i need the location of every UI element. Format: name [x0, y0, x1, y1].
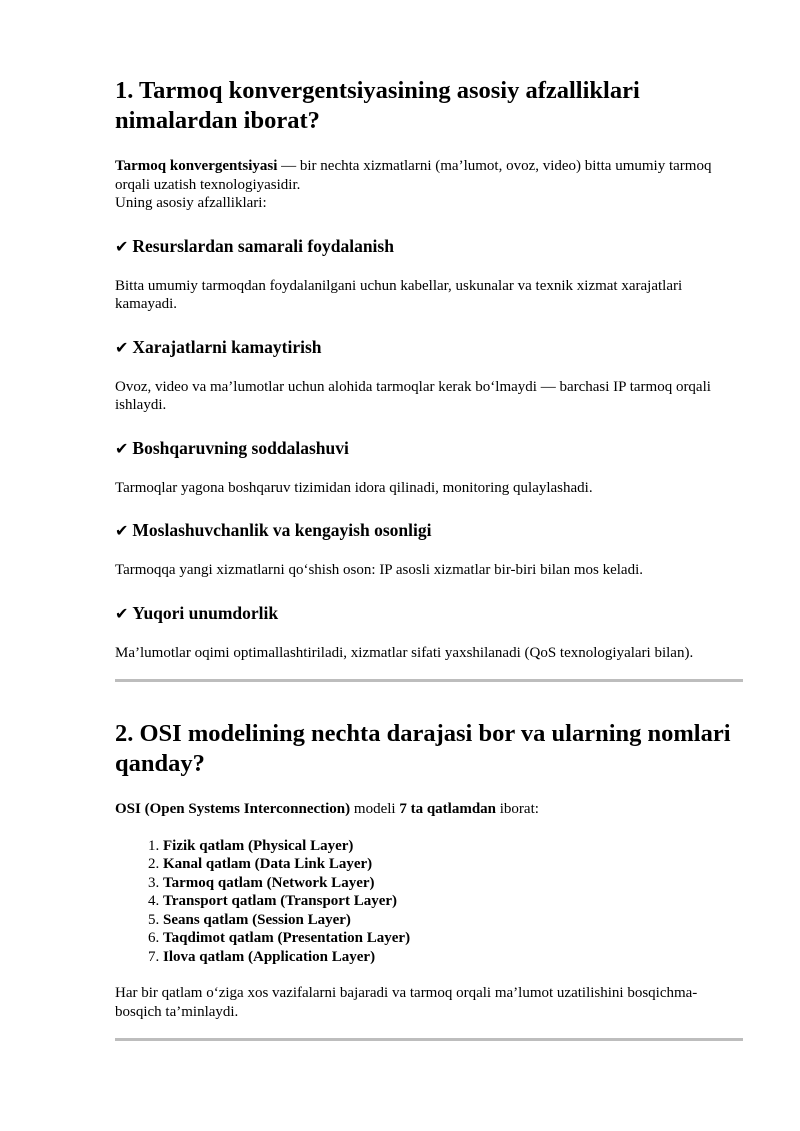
feature-title [115, 602, 743, 625]
section-network-convergence [115, 76, 743, 682]
feature-5 [115, 602, 743, 663]
list-item: 1. Fizik qatlam (Physical Layer) [163, 837, 743, 856]
checkmark-icon: ✔ [115, 438, 129, 458]
section-2-closing: Har bir qatlam o‘ziga xos vazifalarni bajaradi va tarmoq orqali ma’lumot uzatilishini bosqichma-bosqich ta’minlaydi. [115, 985, 698, 1020]
list-item: 6. Taqdimot qatlam (Presentation Layer) [163, 929, 743, 948]
feature-text: Tarmoqlar yagona boshqaruv tizimidan idora qilinadi, monitoring qulaylashadi. [115, 479, 593, 496]
checkmark-icon: ✔ [115, 521, 129, 540]
section-2-heading: 2. OSI modelining nechta darajasi bor va ularning nomlari qanday? [115, 720, 731, 777]
document-content [115, 76, 743, 1041]
feature-title-text: Boshqaruvning soddalashuvi [132, 437, 349, 458]
list-item: 3. Tarmoq qatlam (Network Layer) [163, 874, 743, 893]
list-item: 2. Kanal qatlam (Data Link Layer) [163, 855, 743, 874]
feature-title [115, 235, 743, 258]
feature-2 [115, 336, 743, 415]
feature-text: Tarmoqqa yangi xizmatlarni qo‘shish oson: IP asosli xizmatlar bir-biri bilan mos keladi. [115, 562, 643, 578]
section-1-heading: 1. Tarmoq konvergentsiyasining asosiy afzalliklari nimalardan iborat? [115, 77, 640, 134]
intro-advantages-lead: Uning asosiy afzalliklari: [115, 195, 267, 211]
checkmark-icon: ✔ [115, 236, 129, 256]
feature-1 [115, 235, 743, 314]
term-osi: OSI (Open Systems Interconnection) [115, 801, 351, 817]
feature-title-text: Moslashuvchanlik va kengayish osonligi [132, 520, 432, 540]
checkmark-icon: ✔ [115, 337, 129, 357]
feature-title [115, 336, 743, 359]
feature-text: Ovoz, video va ma’lumotlar uchun alohida tarmoqlar kerak bo‘lmaydi — barchasi IP tarmoq orqali ishlaydi. [115, 378, 711, 413]
list-item: 7. Ilova qatlam (Application Layer) [163, 948, 743, 967]
intro-mid: modeli [350, 801, 400, 817]
section-divider [115, 679, 743, 682]
intro-end: iborat: [496, 801, 539, 817]
term-network-convergence: Tarmoq konvergentsiyasi [115, 158, 278, 174]
checkmark-icon: ✔ [115, 603, 129, 623]
feature-title-text: Resurslardan samarali foydalanish [132, 235, 394, 256]
list-item: 4. Transport qatlam (Transport Layer) [163, 892, 743, 911]
feature-title [115, 519, 743, 542]
feature-4 [115, 519, 743, 580]
layer-count: 7 ta qatlamdan [399, 801, 497, 817]
feature-title-text: Yuqori unumdorlik [132, 602, 279, 623]
section-1-intro [115, 157, 743, 213]
intro-definition: — bir nechta xizmatlarni (ma’lumot, ovoz, video) bitta umumiy tarmoq orqali uzatish texnologiyasidir. [115, 158, 712, 193]
feature-text: Bitta umumiy tarmoqdan foydalanilgani uchun kabellar, uskunalar va texnik xizmat xarajatlari kamayadi. [115, 277, 683, 312]
section-osi-model [115, 719, 743, 1041]
section-2-intro [115, 800, 743, 819]
feature-text: Ma’lumotlar oqimi optimallashtiriladi, xizmatlar sifati yaxshilanadi (QoS texnologiyalari bilan). [115, 644, 694, 661]
osi-layer-list [115, 837, 743, 967]
feature-3 [115, 437, 743, 498]
section-divider [115, 1038, 743, 1041]
feature-title-text: Xarajatlarni kamaytirish [132, 336, 322, 357]
feature-title [115, 437, 743, 460]
list-item: 5. Seans qatlam (Session Layer) [163, 911, 743, 930]
